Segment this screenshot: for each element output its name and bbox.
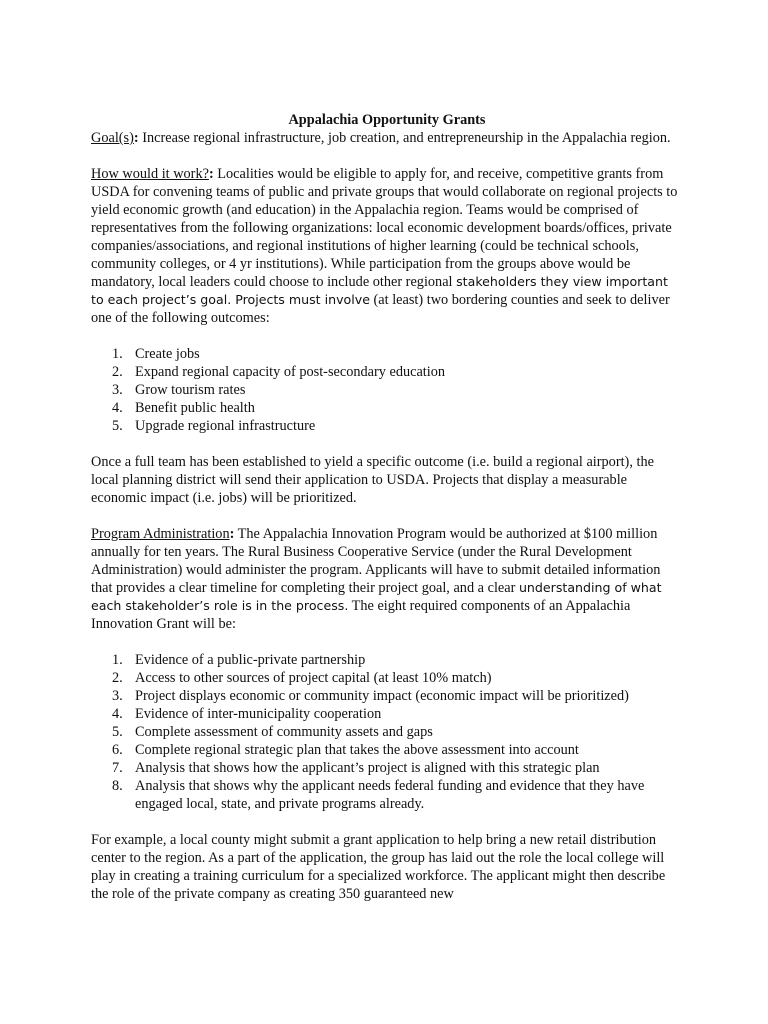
admin-text-3: The eight required components of an Appalachia Innovation Grant will be: [91, 598, 631, 632]
admin-paragraph [91, 525, 683, 633]
list-item [91, 777, 683, 813]
list-item [91, 741, 683, 759]
component-text: Evidence of a public-private partnership [135, 652, 366, 668]
how-paragraph [91, 165, 683, 327]
list-item [91, 399, 683, 417]
list-number: 3. [112, 382, 123, 398]
list-item [91, 417, 683, 435]
outcomes-list [91, 345, 683, 435]
list-number: 8. [112, 778, 123, 794]
how-label: How would it work? [91, 166, 209, 182]
list-number: 7. [112, 760, 123, 776]
list-item [91, 759, 683, 777]
list-item [91, 723, 683, 741]
goal-paragraph [91, 129, 683, 147]
list-number: 1. [112, 652, 123, 668]
component-text: Analysis that shows why the applicant needs federal funding and evidence that they have engaged local, state, and private programs already. [135, 778, 645, 812]
spacer [91, 147, 683, 165]
outcome-text: Expand regional capacity of post-secondary education [135, 364, 446, 380]
list-number: 2. [112, 670, 123, 686]
list-number: 2. [112, 364, 123, 380]
spacer [91, 813, 683, 831]
list-number: 3. [112, 688, 123, 704]
list-number: 6. [112, 742, 123, 758]
goal-colon: : [133, 130, 139, 146]
list-item [91, 381, 683, 399]
spacer [91, 633, 683, 651]
list-item [91, 705, 683, 723]
document-title: Appalachia Opportunity Grants [288, 112, 486, 128]
how-colon: : [208, 166, 214, 182]
outcome-text: Benefit public health [135, 400, 255, 416]
component-text: Project displays economic or community impact (economic impact will be prioritized) [135, 688, 629, 704]
how-text-2: stakeholders they view important to each project’s goal. Projects must involve [91, 274, 668, 307]
list-item [91, 363, 683, 381]
how-text-3: (at least) two bordering counties and seek to deliver one of the following outcomes: [91, 292, 670, 326]
list-number: 1. [112, 346, 123, 362]
outcome-text: Upgrade regional infrastructure [135, 418, 316, 434]
components-list [91, 651, 683, 813]
component-text: Evidence of inter-municipality cooperation [135, 706, 382, 722]
list-number: 4. [112, 706, 123, 722]
list-number: 5. [112, 724, 123, 740]
spacer [91, 327, 683, 345]
list-item [91, 687, 683, 705]
list-item [91, 651, 683, 669]
admin-colon: : [229, 526, 235, 542]
admin-label: Program Administration [91, 526, 230, 542]
example-paragraph: For example, a local county might submit a grant application to help bring a new retail distribution center to the region. As a part of the application, the group has laid out the role the local college will play in creating a training curriculum for a specialized workforce. The applicant might then describe the role of the private company as creating 350 guaranteed new [91, 832, 666, 902]
admin-text-2: understanding of what each stakeholder’s role is in the process. [91, 580, 662, 613]
admin-text-1: The Appalachia Innovation Program would be authorized at $100 million annually for ten years. The Rural Business Cooperative Service (under the Rural Development Administration) would administer the program. Applicants will have to submit detailed information that provides a clear timeline for completing their project goal, and a clear [91, 526, 661, 596]
component-text: Analysis that shows how the applicant’s project is aligned with this strategic plan [135, 760, 600, 776]
list-number: 4. [112, 400, 123, 416]
spacer [91, 435, 683, 453]
document-body [91, 111, 683, 903]
outcome-text: Create jobs [135, 346, 200, 362]
spacer [91, 507, 683, 525]
component-text: Complete assessment of community assets and gaps [135, 724, 433, 740]
team-paragraph: Once a full team has been established to yield a specific outcome (i.e. build a regional airport), the local planning district will send their application to USDA. Projects that display a measurable economic impact (i.e. jobs) will be prioritized. [91, 454, 654, 506]
goal-text: Increase regional infrastructure, job creation, and entrepreneurship in the Appalachia region. [138, 130, 671, 146]
how-text-1: Localities would be eligible to apply for, and receive, competitive grants from USDA for convening teams of public and private groups that would collaborate on regional projects to yield economic growth (and education) in the Appalachia region. Teams would be comprised of representatives from the following organizations: local economic development boards/offices, private companies/associations, and regional institutions of higher learning (could be technical schools, community colleges, or 4 yr institutions). While participation from the groups above would be mandatory, local leaders could choose to include other regional [91, 166, 678, 290]
list-item [91, 345, 683, 363]
list-item [91, 669, 683, 687]
list-number: 5. [112, 418, 123, 434]
component-text: Complete regional strategic plan that takes the above assessment into account [135, 742, 579, 758]
component-text: Access to other sources of project capital (at least 10% match) [135, 670, 492, 686]
outcome-text: Grow tourism rates [135, 382, 246, 398]
goal-label: Goal(s) [91, 130, 134, 146]
